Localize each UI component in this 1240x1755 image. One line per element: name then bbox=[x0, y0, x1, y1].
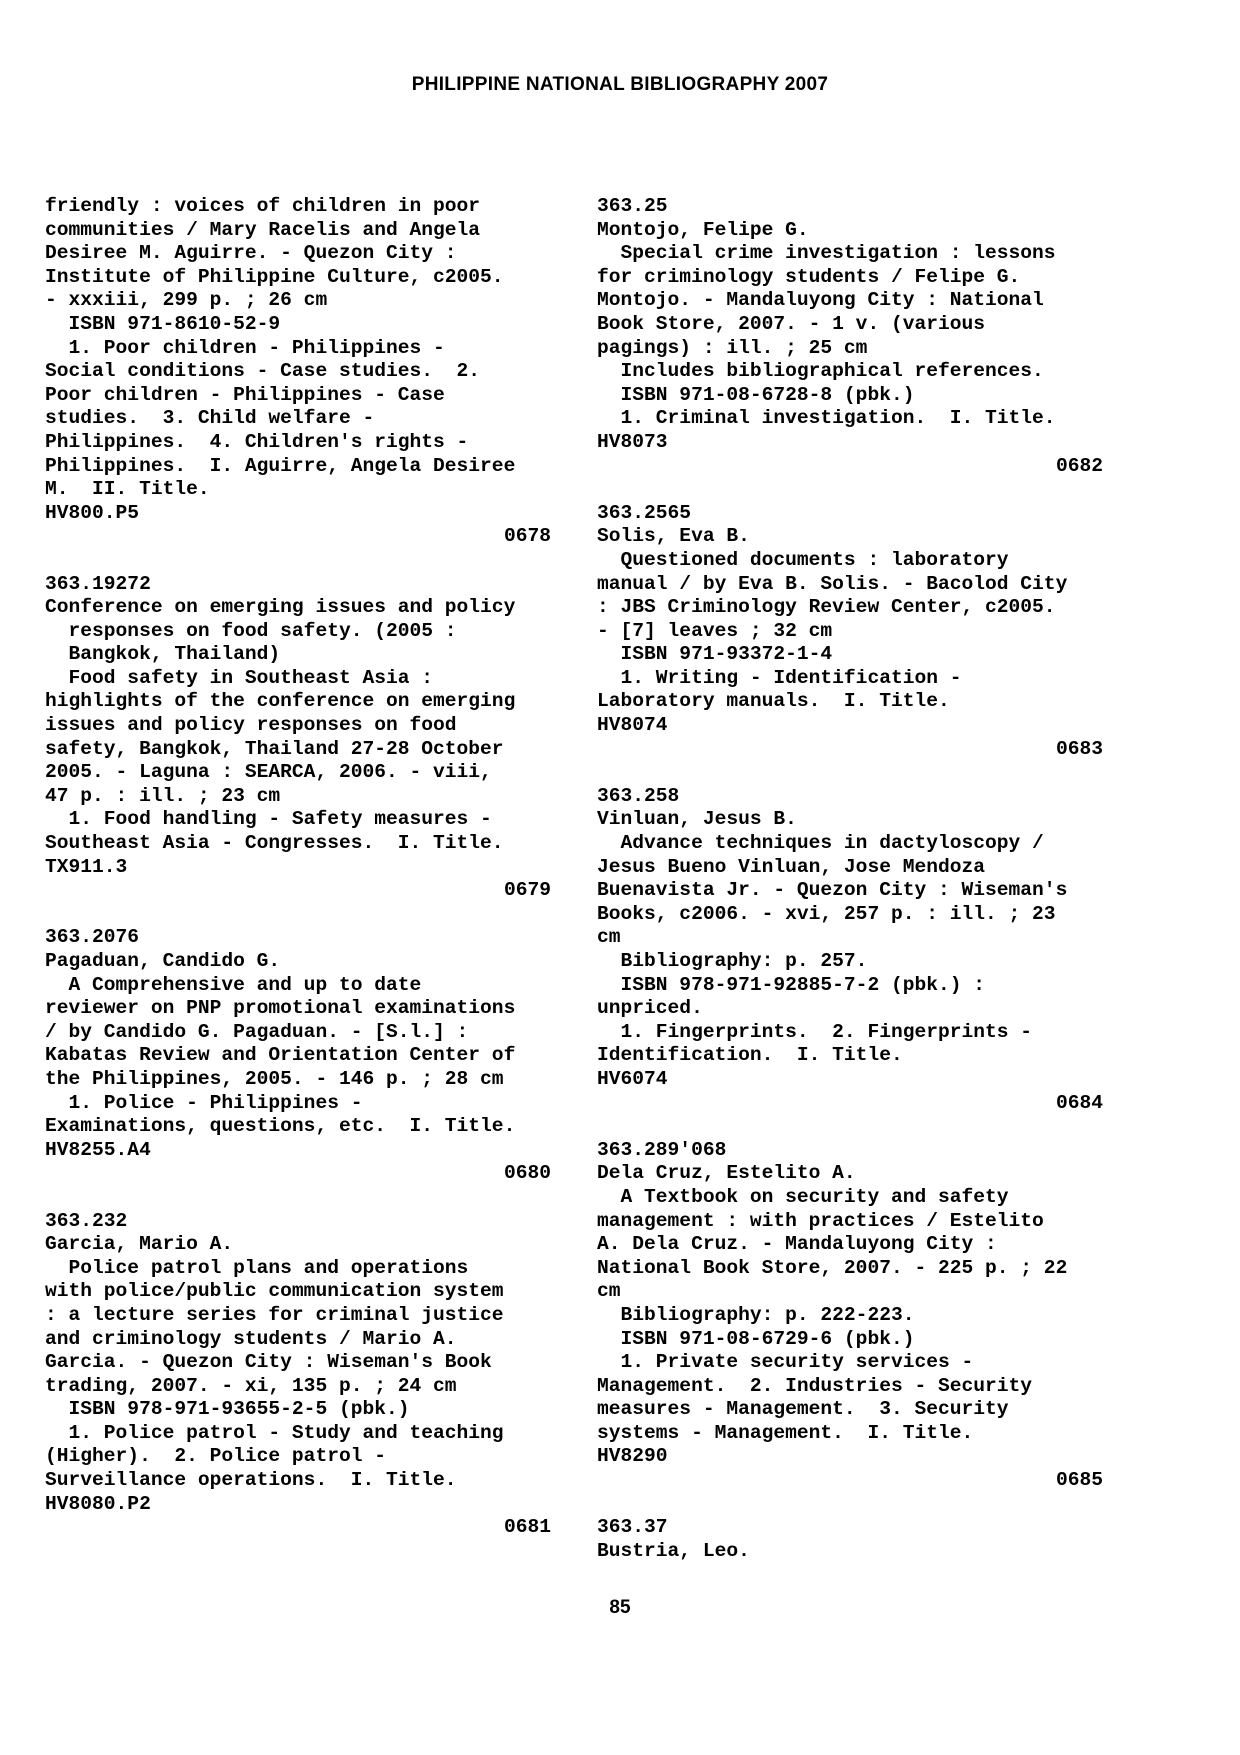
entry-note-line: ISBN 971-08-6729-6 (pbk.) bbox=[597, 1327, 915, 1350]
entry-title-line: Special crime investigation : lessons bbox=[597, 242, 1056, 265]
entry-note-line: unpriced. bbox=[597, 997, 703, 1020]
entry-title-line: trading, 2007. - xi, 135 p. ; 24 cm bbox=[45, 1374, 457, 1397]
entry-author: Garcia, Mario A. bbox=[45, 1233, 234, 1256]
entry-title-line: pagings) : ill. ; 25 cm bbox=[597, 336, 868, 359]
entry-number: 0678 bbox=[503, 525, 551, 548]
entry-title-line: : JBS Criminology Review Center, c2005. bbox=[597, 596, 1056, 619]
call-number: HV8073 bbox=[597, 430, 668, 453]
entry-number: 0683 bbox=[1055, 737, 1103, 760]
entry-subject-line: systems - Management. I. Title. bbox=[597, 1421, 974, 1444]
entry-subject-line: 1. Criminal investigation. I. Title. bbox=[597, 407, 1056, 430]
entry-title-line: : a lecture series for criminal justice bbox=[45, 1303, 504, 1326]
entry-line: Desiree M. Aguirre. - Quezon City : bbox=[45, 242, 457, 265]
entry-title-line: manual / by Eva B. Solis. - Bacolod City bbox=[597, 572, 1068, 595]
entry-title-line: reviewer on PNP promotional examinations bbox=[45, 997, 516, 1020]
entry-number: 0682 bbox=[1055, 454, 1103, 477]
entry-author: Montojo, Felipe G. bbox=[597, 218, 809, 241]
entry-subject-line: Identification. I. Title. bbox=[597, 1044, 903, 1067]
entry-subject-line: 1. Fingerprints. 2. Fingerprints - bbox=[597, 1020, 1033, 1043]
entry-author: Solis, Eva B. bbox=[597, 525, 750, 548]
entry-line: friendly : voices of children in poor bbox=[45, 195, 481, 217]
bibliographic-entry bbox=[45, 573, 551, 903]
entry-line: - xxxiii, 299 p. ; 26 cm bbox=[45, 289, 328, 312]
entry-subject-line: (Higher). 2. Police patrol - bbox=[45, 1445, 386, 1468]
entry-line: Philippines. I. Aguirre, Angela Desiree bbox=[45, 454, 516, 477]
entry-title-line: cm bbox=[597, 1280, 621, 1303]
page-header: PHILIPPINE NATIONAL BIBLIOGRAPHY 2007 bbox=[411, 74, 829, 95]
class-number: 363.2565 bbox=[597, 501, 692, 524]
entry-number: 0684 bbox=[1055, 1091, 1103, 1114]
entry-subject-line: Southeast Asia - Congresses. I. Title. bbox=[45, 832, 504, 855]
entry-author: Vinluan, Jesus B. bbox=[597, 808, 797, 831]
entry-title-line: Books, c2006. - xvi, 257 p. : ill. ; 23 bbox=[597, 902, 1056, 925]
entry-spacer bbox=[597, 761, 1103, 785]
entry-line: Poor children - Philippines - Case bbox=[45, 383, 445, 406]
class-number: 363.258 bbox=[597, 784, 680, 807]
bibliographic-entry bbox=[597, 1139, 1103, 1493]
left-column bbox=[45, 195, 551, 1540]
entry-spacer bbox=[597, 1115, 1103, 1139]
entry-note-line: Bibliography: p. 222-223. bbox=[597, 1303, 915, 1326]
entry-author-line: Bangkok, Thailand) bbox=[45, 643, 281, 666]
entry-spacer bbox=[45, 903, 551, 927]
entry-subject-line: 1. Food handling - Safety measures - bbox=[45, 808, 492, 831]
entry-line: 1. Poor children - Philippines - bbox=[45, 336, 445, 359]
bibliographic-entry bbox=[597, 195, 1103, 478]
entry-title-line: Montojo. - Mandaluyong City : National bbox=[597, 289, 1044, 312]
entry-line: HV800.P5 bbox=[45, 501, 140, 524]
call-number: HV8074 bbox=[597, 714, 668, 737]
entry-author: Dela Cruz, Estelito A. bbox=[597, 1162, 856, 1185]
partial-entry bbox=[597, 1516, 1103, 1563]
entry-line: M. II. Title. bbox=[45, 478, 210, 501]
entry-title-line: cm bbox=[597, 926, 621, 949]
entry-title-line: - [7] leaves ; 32 cm bbox=[597, 619, 833, 642]
entry-line: ISBN 971-8610-52-9 bbox=[45, 312, 281, 335]
call-number: HV8080.P2 bbox=[45, 1492, 151, 1515]
class-number: 363.289'068 bbox=[597, 1138, 727, 1161]
entry-title-line: A. Dela Cruz. - Mandaluyong City : bbox=[597, 1233, 997, 1256]
entry-title-line: Jesus Bueno Vinluan, Jose Mendoza bbox=[597, 855, 986, 878]
entry-subject-line: Management. 2. Industries - Security bbox=[597, 1374, 1033, 1397]
page-number: 85 bbox=[609, 1597, 631, 1618]
entry-line: studies. 3. Child welfare - bbox=[45, 407, 375, 430]
entry-spacer bbox=[45, 549, 551, 573]
entry-title-line: Police patrol plans and operations bbox=[45, 1256, 469, 1279]
entry-title-line: management : with practices / Estelito bbox=[597, 1209, 1044, 1232]
entry-title-line: 47 p. : ill. ; 23 cm bbox=[45, 784, 281, 807]
class-number: 363.2076 bbox=[45, 926, 140, 949]
entry-line: Philippines. 4. Children's rights - bbox=[45, 430, 469, 453]
entry-note-line: Bibliography: p. 257. bbox=[597, 950, 868, 972]
entry-subject-line: Examinations, questions, etc. I. Title. bbox=[45, 1115, 516, 1138]
entry-title-line: Buenavista Jr. - Quezon City : Wiseman's bbox=[597, 879, 1068, 902]
call-number: HV8290 bbox=[597, 1445, 668, 1468]
entry-title-line: National Book Store, 2007. - 225 p. ; 22 bbox=[597, 1256, 1068, 1279]
bibliographic-entry bbox=[597, 785, 1103, 1115]
entry-subject-line: 1. Police - Philippines - bbox=[45, 1091, 363, 1114]
entry-title-line: / by Candido G. Pagaduan. - [S.l.] : bbox=[45, 1020, 469, 1043]
entry-title-line: safety, Bangkok, Thailand 27-28 October bbox=[45, 737, 504, 760]
call-number: HV6074 bbox=[597, 1067, 668, 1090]
entry-title-line: Questioned documents : laboratory bbox=[597, 548, 1009, 571]
entry-author: Pagaduan, Candido G. bbox=[45, 950, 281, 972]
entry-subject-line: measures - Management. 3. Security bbox=[597, 1398, 1009, 1421]
entry-title-line: the Philippines, 2005. - 146 p. ; 28 cm bbox=[45, 1067, 504, 1090]
entry-line: Social conditions - Case studies. 2. bbox=[45, 360, 481, 383]
entry-note-line: ISBN 978-971-93655-2-5 (pbk.) bbox=[45, 1398, 410, 1421]
right-column bbox=[597, 195, 1103, 1563]
entry-title-line: Food safety in Southeast Asia : bbox=[45, 666, 434, 689]
entry-subject-line: Laboratory manuals. I. Title. bbox=[597, 690, 950, 713]
entry-spacer bbox=[597, 478, 1103, 502]
entry-title-line: issues and policy responses on food bbox=[45, 714, 457, 737]
class-number: 363.37 bbox=[597, 1516, 668, 1539]
entry-number: 0680 bbox=[503, 1162, 551, 1185]
entry-title-line: Advance techniques in dactyloscopy / bbox=[597, 832, 1044, 855]
entry-note-line: ISBN 971-93372-1-4 bbox=[597, 643, 833, 666]
entry-title-line: Book Store, 2007. - 1 v. (various bbox=[597, 312, 986, 335]
entry-title-line: for criminology students / Felipe G. bbox=[597, 265, 1021, 288]
entry-author-line: responses on food safety. (2005 : bbox=[45, 619, 457, 642]
entry-title-line: A Comprehensive and up to date bbox=[45, 973, 422, 996]
entry-spacer bbox=[45, 1186, 551, 1210]
entry-author: Conference on emerging issues and policy bbox=[45, 596, 516, 619]
entry-line: Institute of Philippine Culture, c2005. bbox=[45, 265, 504, 288]
entry-title-line: 2005. - Laguna : SEARCA, 2006. - viii, bbox=[45, 761, 492, 784]
entry-title-line: A Textbook on security and safety bbox=[597, 1185, 1009, 1208]
entry-number: 0681 bbox=[503, 1516, 551, 1539]
class-number: 363.19272 bbox=[45, 572, 151, 595]
entry-title-line: highlights of the conference on emerging bbox=[45, 690, 516, 713]
bibliographic-entry bbox=[45, 1210, 551, 1540]
entry-author: Bustria, Leo. bbox=[597, 1539, 750, 1562]
entry-spacer bbox=[597, 1493, 1103, 1517]
bibliographic-entry bbox=[597, 502, 1103, 762]
entry-note-line: ISBN 978-971-92885-7-2 (pbk.) : bbox=[597, 973, 986, 996]
entry-note-line: Includes bibliographical references. bbox=[597, 360, 1044, 383]
entry-note-line: ISBN 971-08-6728-8 (pbk.) bbox=[597, 383, 915, 406]
entry-subject-line: 1. Police patrol - Study and teaching bbox=[45, 1421, 504, 1444]
entry-subject-line: 1. Writing - Identification - bbox=[597, 666, 962, 689]
entry-title-line: Kabatas Review and Orientation Center of bbox=[45, 1044, 516, 1067]
entry-title-line: and criminology students / Mario A. bbox=[45, 1327, 457, 1350]
entry-number: 0679 bbox=[503, 879, 551, 902]
entry-title-line: with police/public communication system bbox=[45, 1280, 504, 1303]
class-number: 363.232 bbox=[45, 1209, 128, 1232]
bibliographic-entry bbox=[45, 926, 551, 1186]
class-number: 363.25 bbox=[597, 195, 668, 217]
continued-entry bbox=[45, 195, 551, 549]
entry-title-line: Garcia. - Quezon City : Wiseman's Book bbox=[45, 1351, 492, 1374]
call-number: TX911.3 bbox=[45, 855, 128, 878]
entry-number: 0685 bbox=[1055, 1469, 1103, 1492]
entry-subject-line: 1. Private security services - bbox=[597, 1351, 974, 1374]
call-number: HV8255.A4 bbox=[45, 1138, 151, 1161]
entry-subject-line: Surveillance operations. I. Title. bbox=[45, 1469, 457, 1492]
entry-line: communities / Mary Racelis and Angela bbox=[45, 218, 481, 241]
